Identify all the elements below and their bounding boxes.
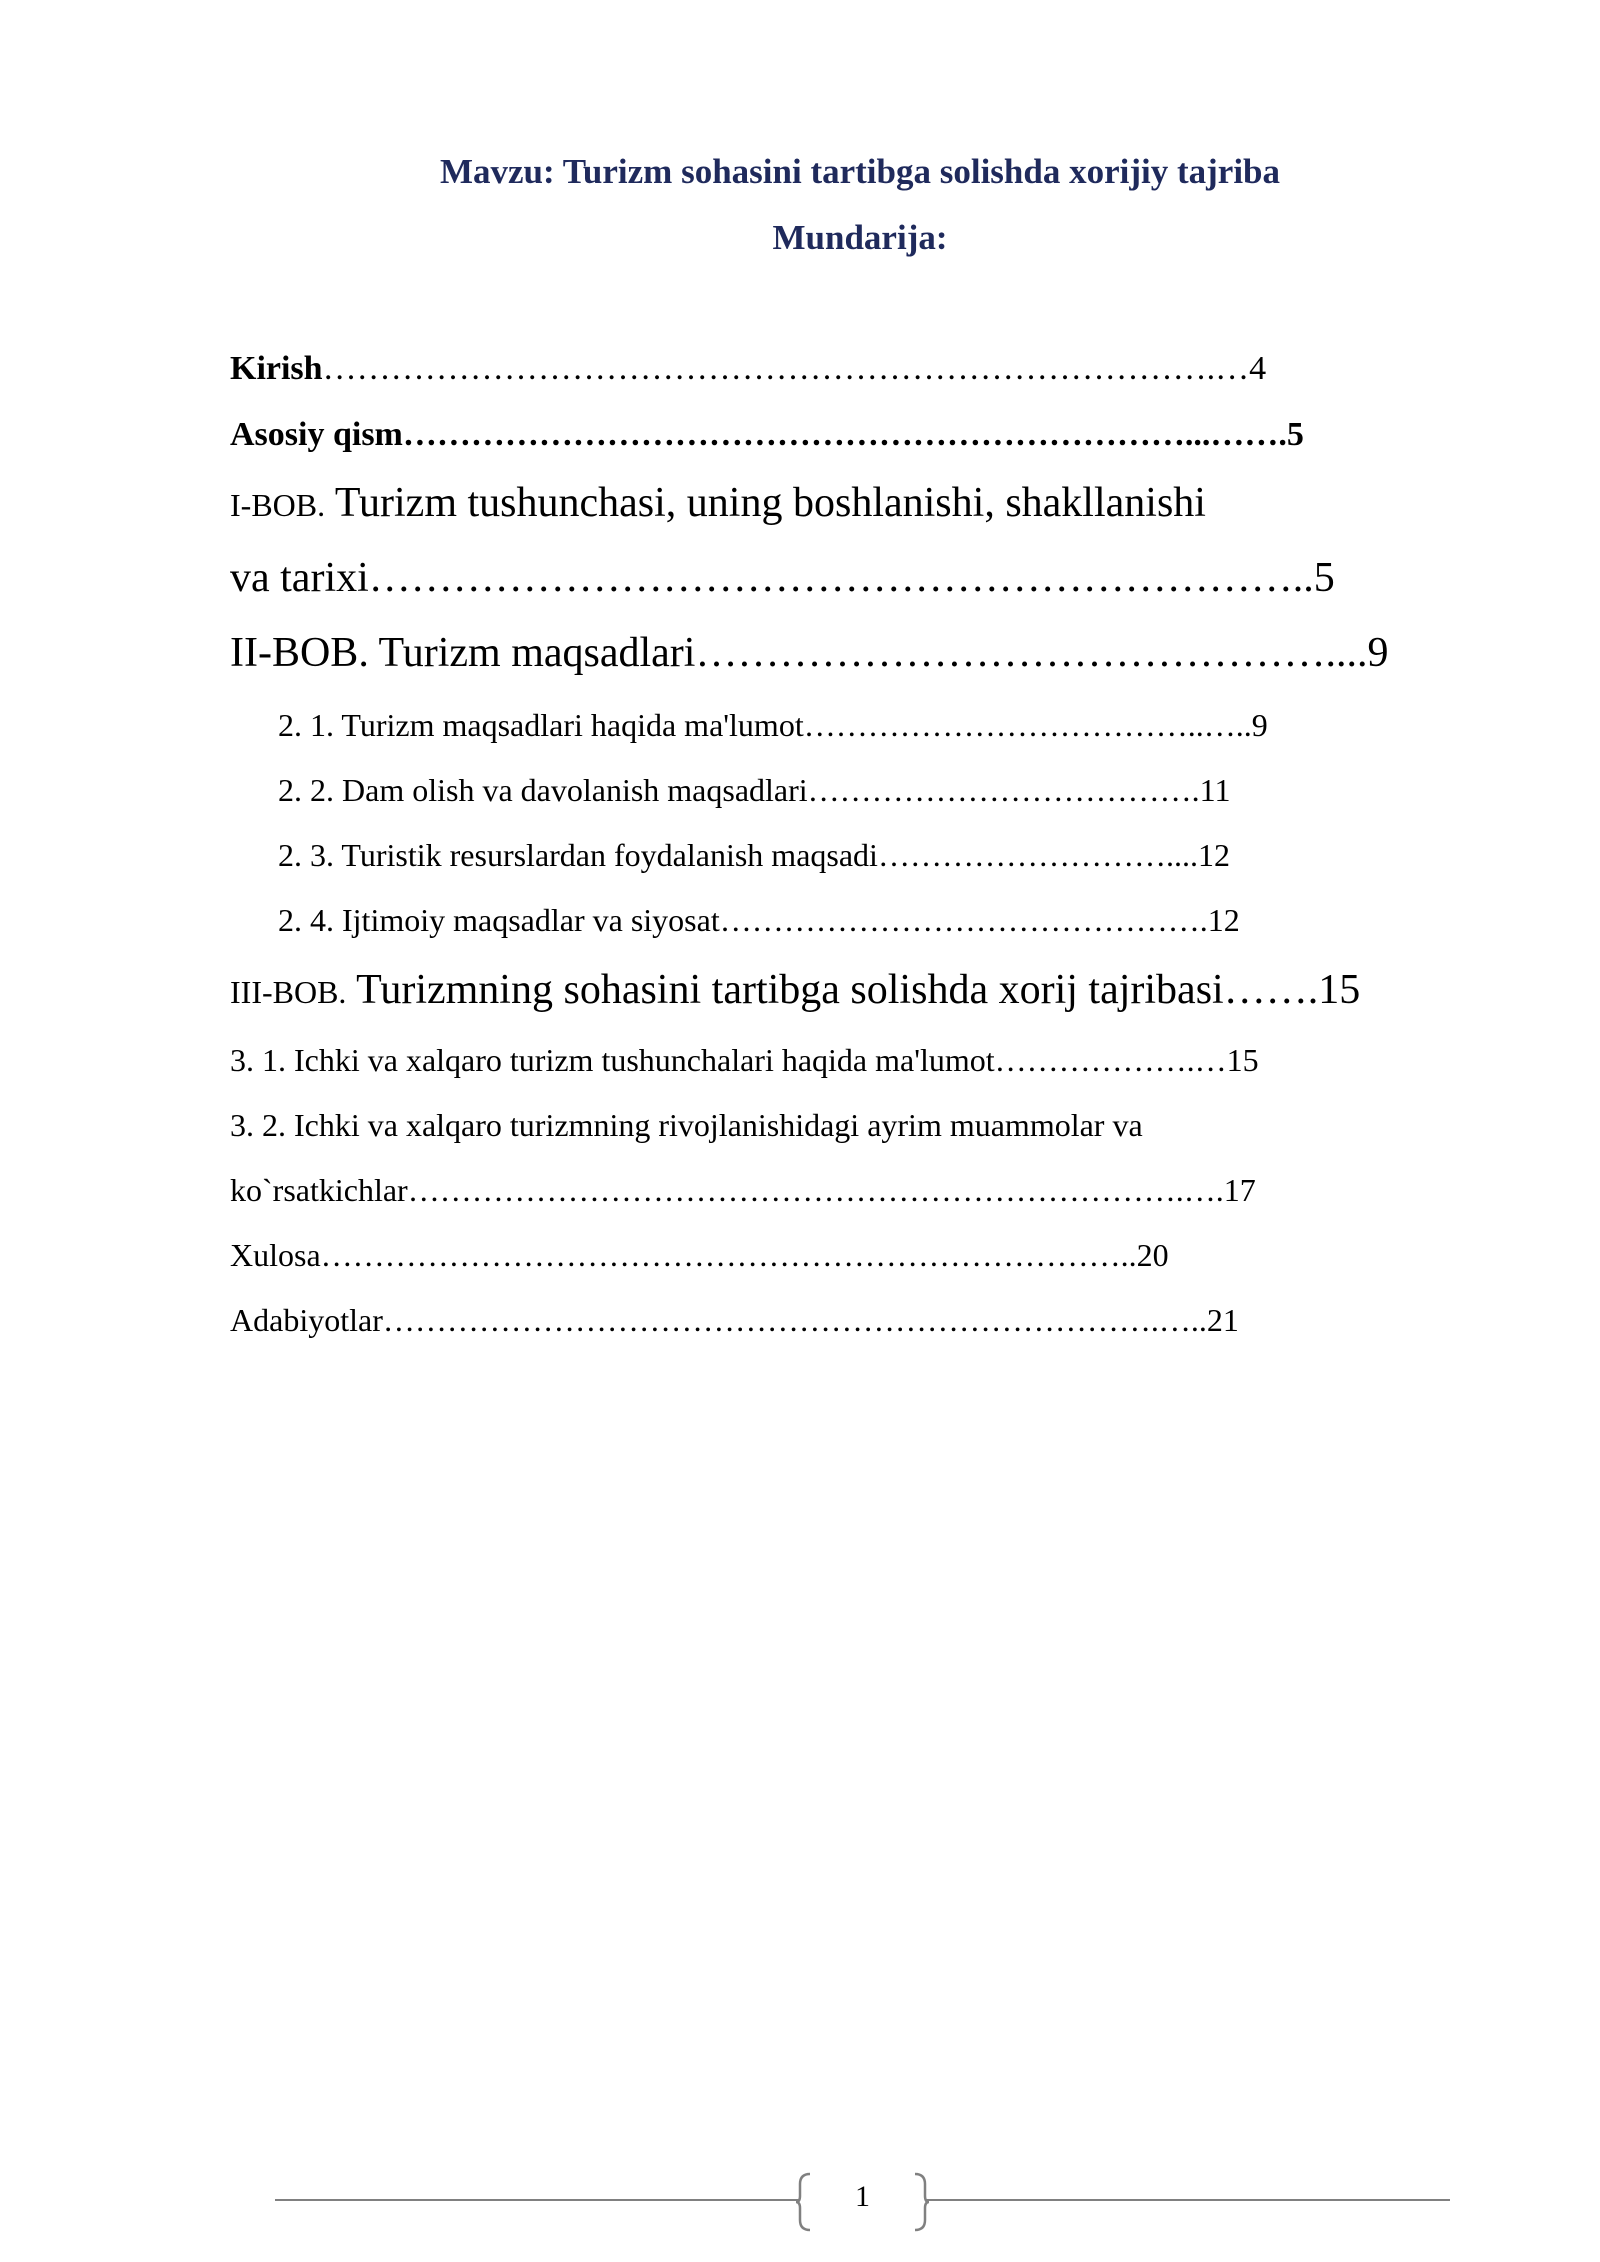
- toc-entry-label: II-BOB. Turizm maqsadlari: [230, 630, 696, 676]
- toc-page-number: 9: [1251, 707, 1268, 743]
- toc-entry-label: ko`rsatkichlar: [230, 1172, 408, 1208]
- toc-entry-label: 2. 4. Ijtimoiy maqsadlar va siyosat: [278, 902, 720, 938]
- toc-entry-label: 2. 1. Turizm maqsadlari haqida ma'lumot: [278, 707, 804, 743]
- toc-leader-dots: ……………………………………………………………….….: [407, 1172, 1224, 1208]
- toc-entry-section-2-3[interactable]: [278, 839, 1230, 871]
- toc-leader-dots: ……………….…: [994, 1042, 1227, 1078]
- toc-entry-label: Kirish: [230, 350, 323, 387]
- toc-leader-dots: …………………………………………………………………..: [320, 1237, 1137, 1273]
- toc-chapter-prefix: I-BOB.: [230, 487, 326, 523]
- toc-page-number: 15: [1318, 967, 1361, 1013]
- toc-page-number: 17: [1223, 1172, 1256, 1208]
- toc-page-number: 21: [1206, 1302, 1239, 1338]
- toc-page-number: 4: [1249, 350, 1267, 387]
- page-number: 1: [855, 2180, 870, 2213]
- toc-leader-dots: ………………………....: [877, 837, 1198, 873]
- toc-entry-section-2-1[interactable]: [278, 709, 1268, 741]
- toc-page-number: 5: [1286, 416, 1304, 453]
- toc-leader-dots: ……………………………………….: [719, 902, 1208, 938]
- toc-entry-bob-3[interactable]: [230, 969, 1360, 1011]
- toc-entry-adabiyotlar[interactable]: [230, 1304, 1239, 1336]
- toc-leader-dots: ……………………………………………………………….…..: [382, 1302, 1207, 1338]
- toc-page-number: 20: [1136, 1237, 1169, 1273]
- toc-entry-label: Adabiyotlar: [230, 1302, 383, 1338]
- toc-entry-label: 3. 1. Ichki va xalqaro turizm tushunchalari haqida ma'lumot: [230, 1042, 995, 1078]
- toc-entry-section-2-4[interactable]: [278, 904, 1240, 936]
- toc-chapter-prefix: III-BOB.: [230, 974, 347, 1010]
- toc-entry-xulosa[interactable]: [230, 1239, 1169, 1271]
- document-subject-title: Mavzu: Turizm sohasini tartibga solishda xorijiy tajriba: [439, 152, 1281, 191]
- toc-entry-bob-1-continued[interactable]: [230, 557, 1335, 599]
- toc-entry-section-3-2-continued[interactable]: [230, 1174, 1256, 1206]
- toc-page-number: 11: [1199, 772, 1231, 808]
- toc-page-number: 15: [1226, 1042, 1259, 1078]
- footer-rule-right: [925, 2199, 1450, 2201]
- toc-leader-dots: ………………………………..…..: [803, 707, 1252, 743]
- toc-page-number: 12: [1197, 837, 1230, 873]
- toc-leader-dots: …………………………………………………………………….…: [322, 350, 1250, 387]
- toc-leader-dots: …………………………………………………………..: [368, 555, 1314, 601]
- toc-page-number: 12: [1207, 902, 1240, 938]
- footer-rule-left: [275, 2199, 800, 2201]
- toc-page-number: 5: [1313, 555, 1335, 601]
- toc-leader-dots: ………………………………………....: [695, 630, 1368, 676]
- toc-entry-label: 3. 2. Ichki va xalqaro turizmning rivojlanishidagi ayrim muammolar va: [230, 1107, 1143, 1143]
- toc-leader-dots: ……………………………….: [807, 772, 1200, 808]
- toc-entry-section-2-2[interactable]: [278, 774, 1230, 806]
- toc-entry-kirish[interactable]: [230, 352, 1266, 386]
- toc-entry-section-3-1[interactable]: [230, 1044, 1259, 1076]
- toc-entry-label: va tarixi: [230, 555, 369, 601]
- toc-entry-label: Asosiy qism: [230, 416, 403, 453]
- toc-entry-asosiy-qism[interactable]: [230, 418, 1304, 452]
- toc-entry-bob-1[interactable]: [230, 482, 1206, 524]
- toc-entry-section-3-2[interactable]: [230, 1109, 1143, 1141]
- contents-heading: Mundarija:: [772, 218, 948, 257]
- toc-page-number: 9: [1367, 630, 1389, 676]
- toc-entry-label: 2. 3. Turistik resurslardan foydalanish maqsadi: [278, 837, 878, 873]
- toc-entry-label: Turizm tushunchasi, uning boshlanishi, shakllanishi: [325, 480, 1206, 526]
- toc-entry-label: Xulosa: [230, 1237, 321, 1273]
- toc-entry-label: 2. 2. Dam olish va davolanish maqsadlari: [278, 772, 808, 808]
- toc-entry-bob-2[interactable]: [230, 632, 1388, 674]
- toc-leader-dots: …….: [1223, 967, 1319, 1013]
- toc-entry-label: Turizmning sohasini tartibga solishda xorij tajribasi: [346, 967, 1224, 1013]
- toc-leader-dots: ……………………………………………………………...…….: [402, 416, 1287, 453]
